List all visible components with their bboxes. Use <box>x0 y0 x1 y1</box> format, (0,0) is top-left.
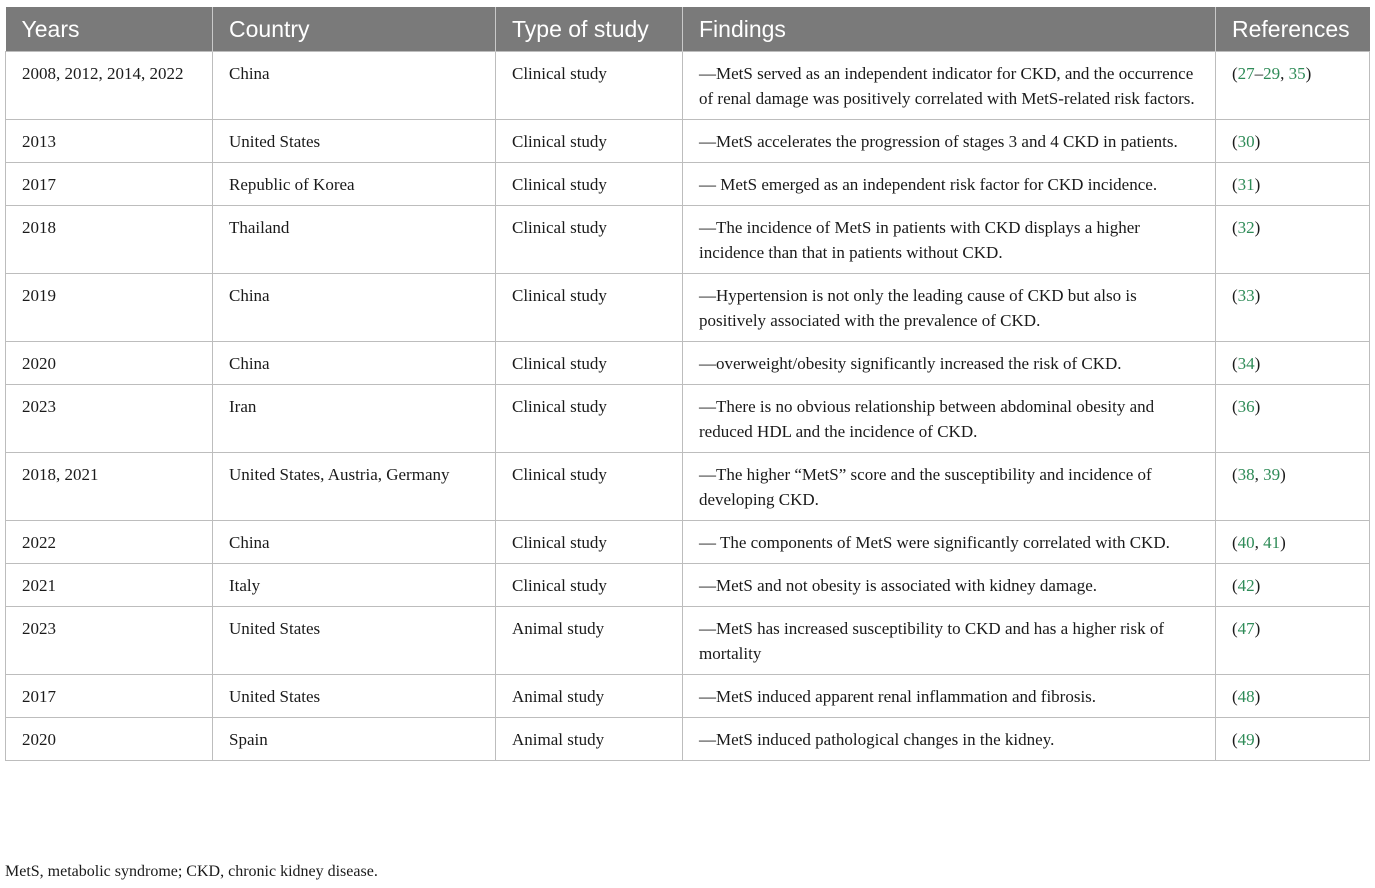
reference-link[interactable]: 29 <box>1263 64 1281 83</box>
cell-country: Iran <box>213 385 496 453</box>
cell-country: Spain <box>213 718 496 761</box>
header-type-of-study: Type of study <box>496 7 683 52</box>
table-row <box>6 564 1370 607</box>
reference-link[interactable]: 34 <box>1237 354 1255 373</box>
reference-punctuation: ) <box>1280 533 1286 552</box>
reference-punctuation: ( <box>1232 132 1238 151</box>
cell-country: China <box>213 52 496 120</box>
cell-years: 2018 <box>6 206 213 274</box>
cell-references <box>1216 718 1370 761</box>
cell-country: United States <box>213 120 496 163</box>
cell-years: 2013 <box>6 120 213 163</box>
cell-findings: —MetS served as an independent indicator for CKD, and the occurrence of renal damage was positively correlated with MetS-related risk factors. <box>683 52 1216 120</box>
table-row <box>6 385 1370 453</box>
table-body <box>6 52 1370 761</box>
cell-references <box>1216 607 1370 675</box>
cell-years: 2019 <box>6 274 213 342</box>
reference-punctuation: ) <box>1280 465 1286 484</box>
cell-years: 2023 <box>6 607 213 675</box>
reference-link[interactable]: 49 <box>1237 730 1255 749</box>
reference-punctuation: ( <box>1232 687 1238 706</box>
reference-punctuation: ) <box>1254 218 1261 237</box>
cell-type-of-study: Clinical study <box>496 521 683 564</box>
cell-findings: — The components of MetS were significantly correlated with CKD. <box>683 521 1216 564</box>
reference-punctuation: ) <box>1305 64 1312 83</box>
cell-references <box>1216 564 1370 607</box>
cell-type-of-study: Clinical study <box>496 120 683 163</box>
reference-link[interactable]: 41 <box>1263 533 1281 552</box>
reference-link[interactable]: 35 <box>1288 64 1306 83</box>
header-country: Country <box>213 7 496 52</box>
reference-link[interactable]: 39 <box>1263 465 1281 484</box>
cell-years: 2020 <box>6 718 213 761</box>
table-footnote: MetS, metabolic syndrome; CKD, chronic kidney disease. <box>5 863 378 880</box>
table-row <box>6 120 1370 163</box>
reference-punctuation: ( <box>1232 354 1238 373</box>
reference-punctuation: ( <box>1232 397 1238 416</box>
cell-country: China <box>213 274 496 342</box>
reference-punctuation: ) <box>1254 730 1261 749</box>
cell-references <box>1216 52 1370 120</box>
cell-references <box>1216 120 1370 163</box>
table-row <box>6 521 1370 564</box>
cell-findings: —There is no obvious relationship between abdominal obesity and reduced HDL and the incidence of CKD. <box>683 385 1216 453</box>
cell-type-of-study: Animal study <box>496 718 683 761</box>
studies-table <box>5 7 1370 761</box>
table-row <box>6 52 1370 120</box>
reference-punctuation: ( <box>1232 533 1238 552</box>
cell-years: 2022 <box>6 521 213 564</box>
cell-type-of-study: Clinical study <box>496 206 683 274</box>
cell-type-of-study: Clinical study <box>496 52 683 120</box>
cell-references <box>1216 675 1370 718</box>
cell-findings: —MetS has increased susceptibility to CKD and has a higher risk of mortality <box>683 607 1216 675</box>
cell-findings: —MetS and not obesity is associated with kidney damage. <box>683 564 1216 607</box>
reference-link[interactable]: 42 <box>1237 576 1255 595</box>
cell-years: 2008, 2012, 2014, 2022 <box>6 52 213 120</box>
cell-findings: —The incidence of MetS in patients with CKD displays a higher incidence than that in patients without CKD. <box>683 206 1216 274</box>
cell-findings: — MetS emerged as an independent risk factor for CKD incidence. <box>683 163 1216 206</box>
cell-years: 2020 <box>6 342 213 385</box>
table-row <box>6 675 1370 718</box>
reference-punctuation: ( <box>1232 576 1238 595</box>
reference-punctuation: ) <box>1254 576 1261 595</box>
reference-punctuation: ( <box>1232 64 1238 83</box>
cell-country: United States, Austria, Germany <box>213 453 496 521</box>
reference-punctuation: ) <box>1254 132 1261 151</box>
reference-punctuation: ) <box>1254 619 1261 638</box>
table-row <box>6 206 1370 274</box>
reference-punctuation: ( <box>1232 286 1238 305</box>
reference-punctuation: ( <box>1232 465 1238 484</box>
reference-punctuation: , <box>1254 465 1264 484</box>
reference-punctuation: ( <box>1232 619 1238 638</box>
cell-country: China <box>213 342 496 385</box>
reference-punctuation: ( <box>1232 175 1238 194</box>
reference-punctuation: ) <box>1254 397 1261 416</box>
cell-findings: —MetS induced pathological changes in the kidney. <box>683 718 1216 761</box>
table-row <box>6 607 1370 675</box>
reference-punctuation: ) <box>1254 687 1261 706</box>
reference-punctuation: ) <box>1254 286 1261 305</box>
cell-findings: —The higher “MetS” score and the susceptibility and incidence of developing CKD. <box>683 453 1216 521</box>
reference-link[interactable]: 47 <box>1237 619 1255 638</box>
cell-type-of-study: Clinical study <box>496 274 683 342</box>
table-row <box>6 453 1370 521</box>
cell-references <box>1216 521 1370 564</box>
cell-country: United States <box>213 607 496 675</box>
table-row <box>6 163 1370 206</box>
reference-link[interactable]: 27 <box>1237 64 1255 83</box>
reference-punctuation: ) <box>1254 175 1261 194</box>
cell-country: Italy <box>213 564 496 607</box>
cell-references <box>1216 453 1370 521</box>
cell-references <box>1216 206 1370 274</box>
reference-link[interactable]: 33 <box>1237 286 1255 305</box>
reference-link[interactable]: 36 <box>1237 397 1255 416</box>
cell-country: Thailand <box>213 206 496 274</box>
cell-type-of-study: Animal study <box>496 675 683 718</box>
cell-references <box>1216 274 1370 342</box>
cell-findings: —MetS induced apparent renal inflammation and fibrosis. <box>683 675 1216 718</box>
cell-findings: —MetS accelerates the progression of stages 3 and 4 CKD in patients. <box>683 120 1216 163</box>
header-references: References <box>1216 7 1370 52</box>
reference-link[interactable]: 40 <box>1237 533 1255 552</box>
reference-link[interactable]: 32 <box>1237 218 1255 237</box>
cell-type-of-study: Animal study <box>496 607 683 675</box>
cell-type-of-study: Clinical study <box>496 453 683 521</box>
table-header-row <box>6 7 1370 52</box>
cell-findings: —Hypertension is not only the leading cause of CKD but also is positively associated with the prevalence of CKD. <box>683 274 1216 342</box>
cell-years: 2021 <box>6 564 213 607</box>
reference-link[interactable]: 48 <box>1237 687 1255 706</box>
cell-type-of-study: Clinical study <box>496 163 683 206</box>
cell-years: 2018, 2021 <box>6 453 213 521</box>
cell-country: Republic of Korea <box>213 163 496 206</box>
cell-country: China <box>213 521 496 564</box>
cell-references <box>1216 163 1370 206</box>
cell-type-of-study: Clinical study <box>496 564 683 607</box>
cell-references <box>1216 385 1370 453</box>
reference-link[interactable]: 30 <box>1237 132 1255 151</box>
header-years: Years <box>6 7 213 52</box>
table-row <box>6 718 1370 761</box>
cell-country: United States <box>213 675 496 718</box>
cell-years: 2023 <box>6 385 213 453</box>
reference-punctuation: , <box>1254 533 1264 552</box>
cell-type-of-study: Clinical study <box>496 385 683 453</box>
reference-link[interactable]: 31 <box>1237 175 1255 194</box>
table-row <box>6 274 1370 342</box>
reference-punctuation: ) <box>1254 354 1261 373</box>
header-findings: Findings <box>683 7 1216 52</box>
cell-type-of-study: Clinical study <box>496 342 683 385</box>
reference-punctuation: , <box>1280 64 1289 83</box>
cell-references <box>1216 342 1370 385</box>
reference-punctuation: – <box>1254 64 1264 83</box>
reference-link[interactable]: 38 <box>1237 465 1255 484</box>
cell-years: 2017 <box>6 163 213 206</box>
cell-findings: —overweight/obesity significantly increased the risk of CKD. <box>683 342 1216 385</box>
table-row <box>6 342 1370 385</box>
reference-punctuation: ( <box>1232 218 1238 237</box>
reference-punctuation: ( <box>1232 730 1238 749</box>
cell-years: 2017 <box>6 675 213 718</box>
